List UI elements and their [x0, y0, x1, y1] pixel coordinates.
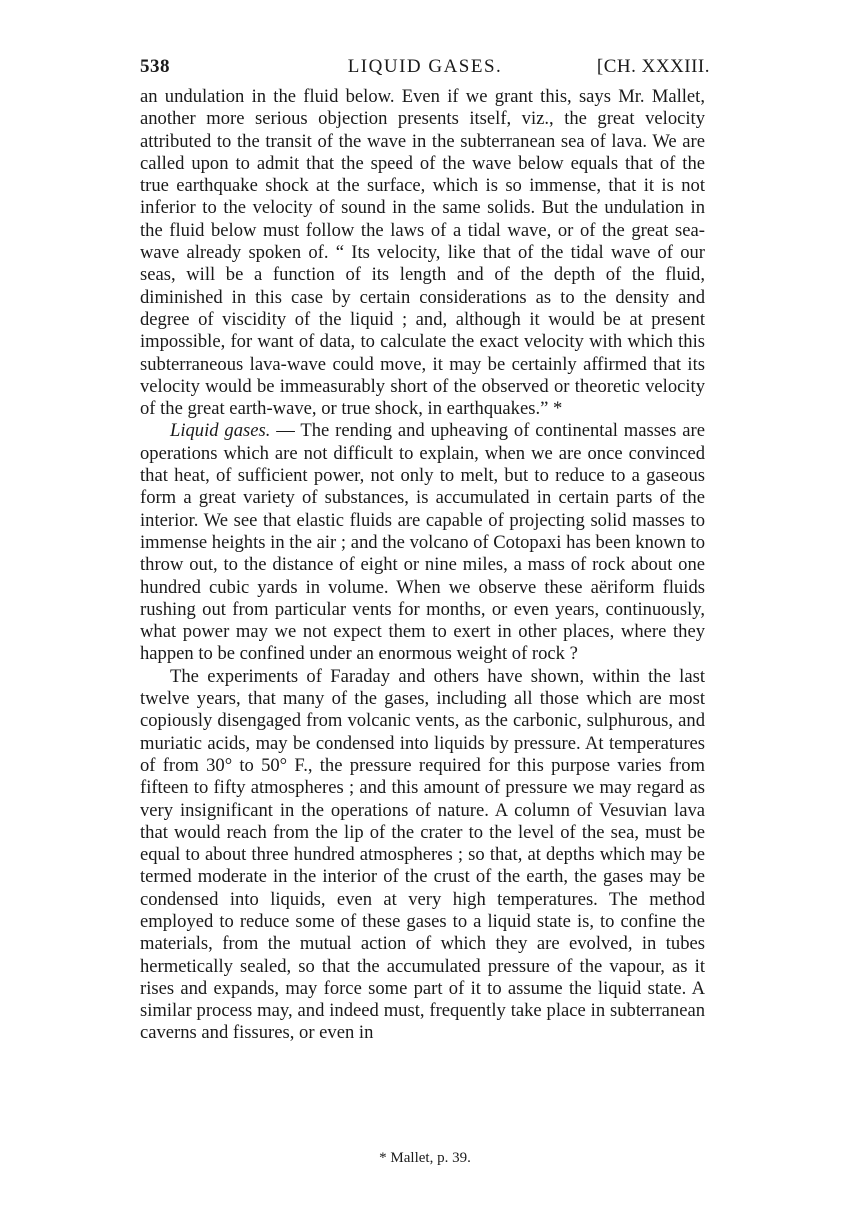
page-number: 538 — [140, 56, 170, 77]
chapter-reference: [CH. XXXIII. — [596, 56, 710, 77]
body-text — [140, 86, 705, 1045]
running-title: LIQUID GASES. — [347, 56, 503, 77]
running-head — [140, 56, 710, 86]
paragraph-faraday-experiments: The experiments of Faraday and others have shown, within the last twelve years, that many of the gases, including all those which are most copiously disengaged from volcanic vents, as the carbonic, sulphurous, and muriatic acids, may be condensed into liquids by pressure. At temperatures of from 30° to 50° F., the pressure required for this purpose varies from fifteen to fifty atmospheres ; and this amount of pressure we may regard as very insignificant in the operations of nature. A column of Vesuvian lava that would reach from the lip of the crater to the level of the sea, must be equal to about three hundred atmospheres ; so that, at depths which may be termed moderate in the interior of the crust of the earth, the gases may be condensed into liquids, even at very high temperatures. The method employed to reduce some of these gases to a liquid state is, to confine the materials, from the mutual action of which they are evolved, in tubes hermetically sealed, so that the accumulated pressure of the vapour, as it rises and expands, may force some part of it to assume the liquid state. A similar process may, and indeed must, frequently take place in subterranean caverns and fissures, or even in — [140, 665, 705, 1044]
footnote: * Mallet, p. 39. — [379, 1150, 471, 1166]
paragraph-continuation: an undulation in the fluid below. Even if we grant this, says Mr. Mallet, another more serious objection presents itself, viz., the great velocity attributed to the transit of the wave in the subterranean sea of lava. We are called upon to admit that the speed of the wave below equals that of the true earthquake shock at the surface, which is so immense, that it is not inferior to the velocity of sound in the same solids. But the undulation in the fluid below must follow the laws of a tidal wave, or of the great sea-wave already spoken of. “ Its velocity, like that of the tidal wave of our seas, will be a function of its length and of the depth of the fluid, diminished in this case by certain considerations as to the density and degree of viscidity of the liquid ; and, although it would be at present impossible, for want of data, to calculate the exact velocity with which this subterraneous lava-wave could move, it may be certainly affirmed that its velocity would be immeasurably short of the observed or theoretic velocity of the great earth-wave, or true shock, in earthquakes.” * — [140, 86, 705, 420]
section-lead-heading: Liquid gases. — [170, 420, 271, 442]
paragraph-liquid-gases — [140, 420, 705, 665]
paragraph-liquid-gases-text: — The rending and upheaving of continental masses are operations which are not difficult to explain, when we are once convinced that heat, of sufficient power, not only to melt, but to reduce to a gaseous form a great variety of substances, is accumulated in certain parts of the interior. We see that elastic fluids are capable of projecting solid masses to immense heights in the air ; and the volcano of Cotopaxi has been known to throw out, to the distance of eight or nine miles, a mass of rock about one hundred cubic yards in volume. When we observe these aëriform fluids rushing out from particular vents for months, or even years, continuously, what power may we not expect them to exert in other places, where they happen to be confined under an enormous weight of rock ? — [140, 420, 705, 665]
